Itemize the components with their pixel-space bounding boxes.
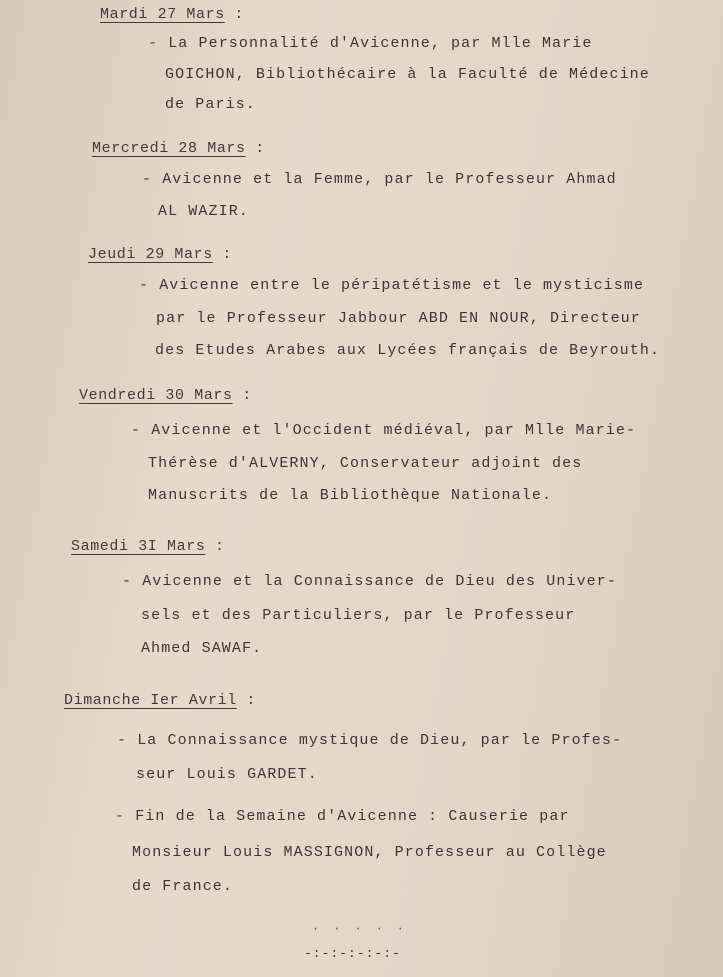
day-heading-label: Samedi 3I Mars xyxy=(71,538,206,555)
day-heading-label: Mercredi 28 Mars xyxy=(92,140,246,157)
day-heading xyxy=(79,387,252,404)
day-heading-colon: : xyxy=(224,6,245,23)
entry-line: seur Louis GARDET. xyxy=(136,766,318,783)
day-heading-colon: : xyxy=(212,246,233,263)
entry-line: - Avicenne entre le péripatétisme et le mysticisme xyxy=(139,277,645,294)
entry-line: de Paris. xyxy=(165,96,256,113)
entry-line: sels et des Particuliers, par le Professeur xyxy=(141,607,576,624)
entry-line: Thérèse d'ALVERNY, Conservateur adjoint des xyxy=(148,455,583,472)
day-heading xyxy=(88,246,232,263)
entry-line: - Avicenne et la Femme, par le Professeur Ahmad xyxy=(142,171,617,188)
entry-line: par le Professeur Jabbour ABD EN NOUR, Directeur xyxy=(156,310,641,327)
day-heading-colon: : xyxy=(236,692,257,709)
entry-line: - La Connaissance mystique de Dieu, par le Profes- xyxy=(117,732,623,749)
day-heading xyxy=(92,140,265,157)
closing-separator: -:-:-:-:-:- xyxy=(304,946,401,961)
day-heading xyxy=(100,6,244,23)
entry-line: - Fin de la Semaine d'Avicenne : Causerie par xyxy=(115,808,570,825)
day-heading-colon: : xyxy=(232,387,252,404)
entry-line: Manuscrits de la Bibliothèque Nationale. xyxy=(148,487,553,504)
entry-line: des Etudes Arabes aux Lycées français de Beyrouth. xyxy=(155,342,661,359)
day-heading xyxy=(71,538,225,555)
entry-line: GOICHON, Bibliothécaire à la Faculté de Médecine xyxy=(165,66,650,83)
day-heading-label: Dimanche Ier Avril xyxy=(64,692,237,709)
day-heading-colon: : xyxy=(245,140,265,157)
entry-line: Ahmed SAWAF. xyxy=(141,640,263,657)
entry-line: Monsieur Louis MASSIGNON, Professeur au Collège xyxy=(132,844,607,861)
entry-line: de France. xyxy=(132,878,234,895)
day-heading-label: Vendredi 30 Mars xyxy=(79,387,233,404)
entry-line: - Avicenne et la Connaissance de Dieu des Univer- xyxy=(122,573,617,590)
faint-dot-marks: ····· xyxy=(312,922,419,936)
entry-line: - Avicenne et l'Occident médiéval, par Mlle Marie- xyxy=(131,422,637,439)
day-heading-label: Jeudi 29 Mars xyxy=(88,246,213,263)
day-heading xyxy=(64,692,256,709)
day-heading-label: Mardi 27 Mars xyxy=(100,6,225,23)
entry-line: AL WAZIR. xyxy=(158,203,249,220)
day-heading-colon: : xyxy=(205,538,225,555)
entry-line: - La Personnalité d'Avicenne, par Mlle Marie xyxy=(148,35,593,52)
